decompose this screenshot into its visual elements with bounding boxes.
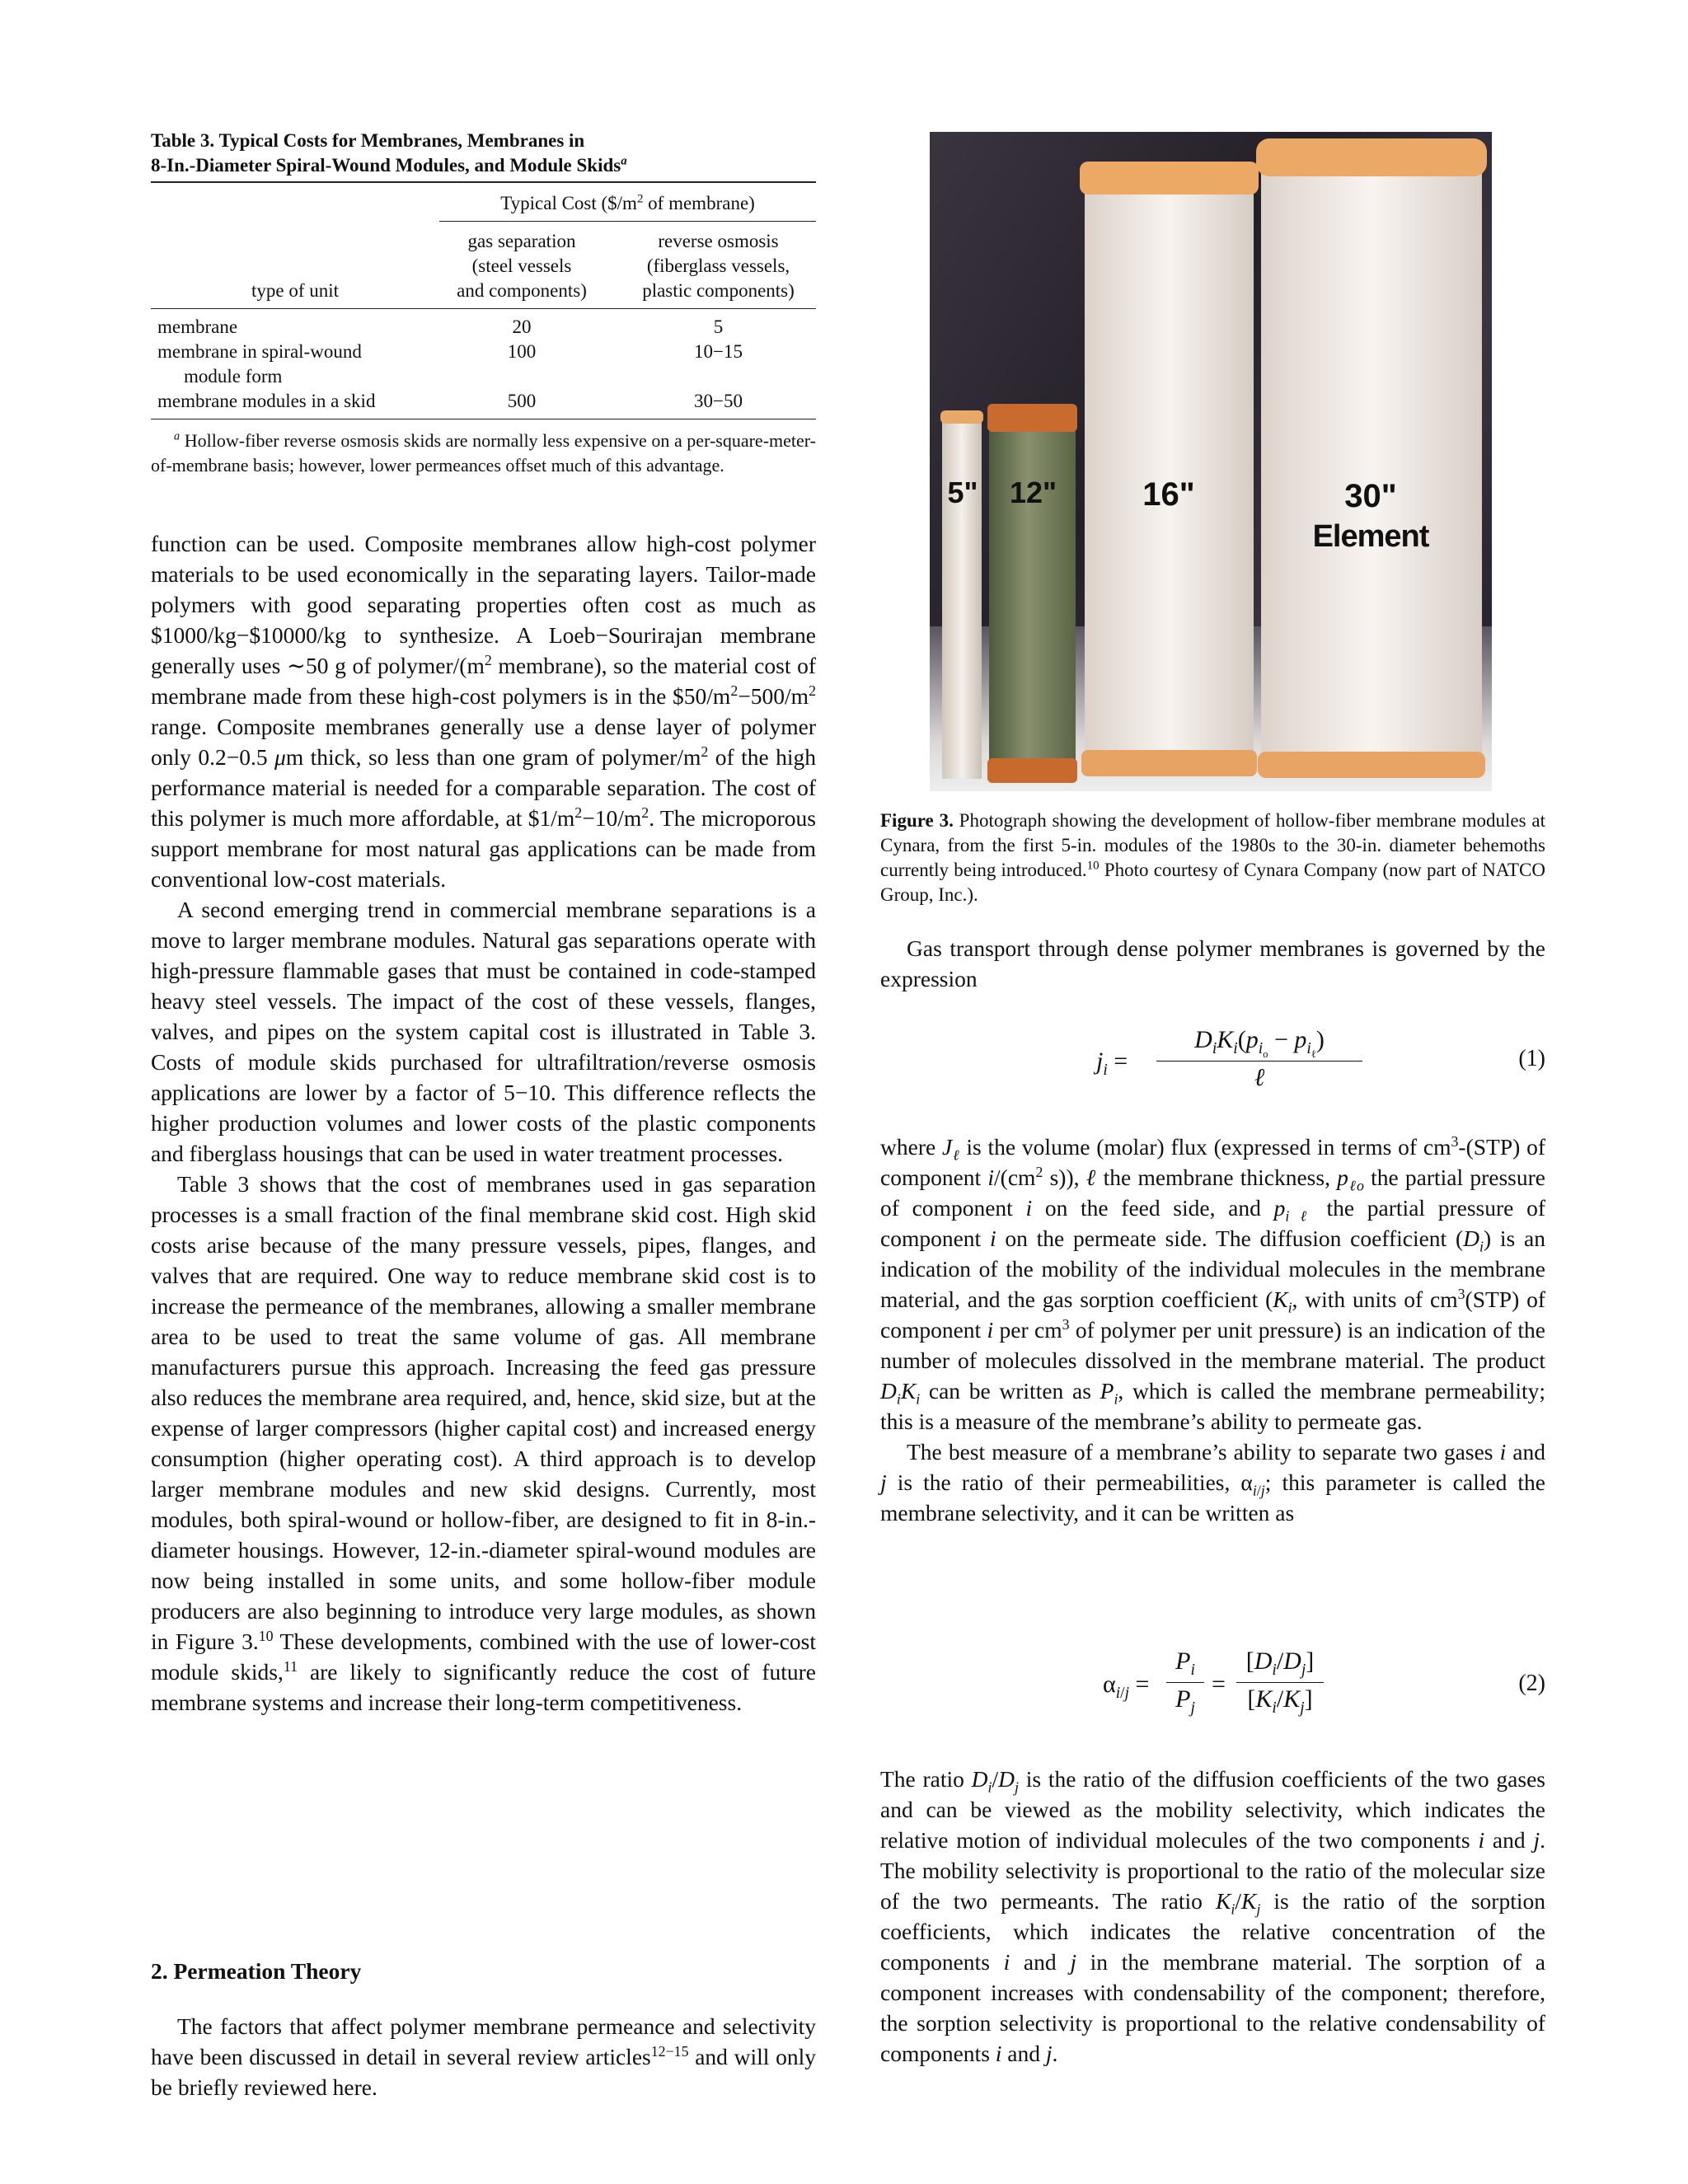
tube-12in-base <box>987 758 1077 783</box>
tube-5in-cap <box>940 410 983 424</box>
eq2-equals: = <box>1212 1671 1226 1698</box>
right-body-text-3 <box>880 1764 1545 2069</box>
eq1-fraction-bar <box>1156 1061 1362 1062</box>
eq2-den2: $[K_i/K_j]$ <box>1247 1685 1313 1717</box>
table-row-type: membrane <box>157 316 238 337</box>
eq2-lhs: $\alpha_{i/j}$ = <box>1103 1671 1150 1702</box>
col-header-ro: reverse osmosis (fiberglass vessels, plastic components) <box>642 231 795 301</box>
table-group-header: Typical Cost ($\$/m^2$ of membrane) <box>500 192 755 213</box>
right-body-text-1 <box>880 933 1545 994</box>
eq1-denominator: ℓ <box>1254 1064 1265 1091</box>
table-row-type: membrane in spiral-wound <box>157 341 362 362</box>
paragraph: The best measure of a membrane’s ability to separate two gases i and j is the ratio of their permeabilities, $\alpha_{i/j}$; this parameter is called the membrane selectivity, and it can be written as <box>880 1439 1545 1526</box>
equation-2 <box>880 1644 1545 1727</box>
eq1-lhs: $j_i$ = <box>1096 1047 1128 1079</box>
eq1-number: (1) <box>1518 1046 1545 1071</box>
eq2-num1: $P_i$ <box>1175 1647 1195 1679</box>
label-30in: 30" <box>1344 478 1397 514</box>
figure-caption: Figure 3. Photograph showing the development of hollow-fiber membrane modules at Cynara, from the first 5-in. modules of the 1980s to the 30-in. diameter behemoths currently being introduced.$^{10}$ Photo courtesy of Cynara Company (now part of NATCO Group, Inc.). <box>880 810 1546 905</box>
equation-1 <box>880 1026 1545 1100</box>
eq2-bar2 <box>1236 1682 1324 1683</box>
paragraph: function can be used. Composite membranes allow high-cost polymer materials to be used economically in the separating layers. Tailor-made polymers with good separating properties often cost as much as $1000/kg−$10000/kg to synthesize. A Loeb−Sourirajan membrane generally uses ∼50 g of polymer/($m^2$ membrane), so the material cost of membrane made from these high-cost polymers is in the $\$50/m^2-500/m^2$ range. Composite membranes generally use a dense layer of polymer only 0.2−0.5 μm thick, so less than one gram of polymer/$m^2$ of the high performance material is needed for a comparable separation. The cost of this polymer is much more affordable, at $\$1/m^2-10/m^2$. The microporous support membrane for most natural gas applications can be made from conventional low-cost materials. <box>151 531 817 892</box>
col-header-gas: gas separation (steel vessels and components) <box>457 231 587 301</box>
paragraph: where $J_\ell$ is the volume (molar) flux (expressed in terms of $cm^3-(STP)$ of component $i/(cm^2$ s)), ℓ the membrane thickness, $p_{\ell o}$ the partial pressure of component i on the feed side, and $p_{i \ell}$ the partial pressure of component i on the permeate side. The diffusion coefficient $(D_i)$ is an indication of the mobility of the individual molecules in the membrane material, and the gas sorption coefficient ($K_i$, with units of $cm^3(STP)$ of component i per $cm^3$ of polymer per unit pressure) is an indication of the number of molecules dissolved in the membrane material. The product $D_iK_i$ can be written as $P_i$, which is called the membrane permeability; this is a measure of the membrane’s ability to permeate gas. <box>880 1132 1545 1434</box>
table-row-type-cont: module form <box>184 366 283 387</box>
label-5in: 5" <box>947 476 978 509</box>
table-row-type: membrane modules in a skid <box>157 391 376 411</box>
tube-30in <box>1261 150 1482 776</box>
paragraph: The factors that affect polymer membrane permeance and selectivity have been discussed in detail in several review articles$^{12-15}$ and will only be briefly reviewed here. <box>151 2013 816 2100</box>
eq2-number: (2) <box>1518 1671 1545 1696</box>
table-row-ro: 10−15 <box>694 341 743 362</box>
tube-16in-base <box>1081 750 1257 776</box>
left-body-text <box>151 528 816 1718</box>
table-row-ro: 30−50 <box>694 391 743 411</box>
left-body-text-2 <box>151 2011 816 2102</box>
table-header-rule <box>151 308 816 309</box>
section-heading: 2. Permeation Theory <box>151 1958 362 1984</box>
tube-30in-base <box>1258 752 1485 778</box>
tube-16in <box>1085 171 1254 773</box>
right-body-text-2 <box>880 1132 1545 1528</box>
tube-12in <box>989 408 1076 780</box>
table-row-gas: 20 <box>512 316 532 337</box>
eq2-bar1 <box>1166 1682 1204 1683</box>
table-group-rule <box>439 221 816 222</box>
figure-3-photo <box>930 132 1492 791</box>
label-12in: 12" <box>1009 476 1057 509</box>
table-top-rule <box>151 181 816 183</box>
col-header-type: type of unit <box>251 280 340 301</box>
paragraph: Table 3 shows that the cost of membranes used in gas separation processes is a small fraction of the final membrane skid cost. High skid costs arise because of the many pressure vessels, pipes, flanges, and valves that are required. One way to reduce membrane skid cost is to increase the permeance of the membranes, allowing a smaller membrane area to be used to treat the same volume of gas. All membrane manufacturers pursue this approach. Increasing the feed gas pressure also reduces the membrane area required, and, hence, skid size, but at the expense of larger compressors (higher capital cost) and increased energy consumption (higher operating cost). A third approach is to develop larger membrane modules and new skid designs. Currently, most modules, both spiral-wound or hollow-fiber, are designed to fit in 8-in.-diameter housings. However, 12-in.-diameter spiral-wound modules are now being installed in some units, and some hollow-fiber module producers are also beginning to introduce very large modules, as shown in Figure 3.10 These developments, combined with the use of lower-cost module skids,$^{11}$ are likely to significantly reduce the cost of future membrane systems and increase their long-term competitiveness. <box>151 1171 817 1715</box>
paragraph: The ratio $D_i/D_j$ is the ratio of the diffusion coefficients of the two gases and can be viewed as the mobility selectivity, which indicates the relative motion of individual molecules of the two components i and j. The mobility selectivity is proportional to the ratio of the molecular size of the two permeants. The ratio $K_i/K_j$ is the ratio of the sorption coefficients, which indicates the relative concentration of the components i and j in the membrane material. The sorption of a component increases with condensability of the component; therefore, the sorption selectivity is proportional to the relative condensability of components i and j. <box>880 1766 1545 2066</box>
eq2-den1: $P_j$ <box>1175 1685 1195 1717</box>
label-element: Element <box>1312 519 1429 554</box>
label-16in: 16" <box>1142 476 1195 513</box>
tube-5in <box>942 416 982 779</box>
table-row-gas: 500 <box>507 391 537 411</box>
table-row-gas: 100 <box>507 341 537 362</box>
table-footnote: $^a$ Hollow-fiber reverse osmosis skids are normally less expensive on a per-square-meter-of-membrane basis; however, lower permeances offset much of this advantage. <box>151 429 816 476</box>
table-title: Table 3. Typical Costs for Membranes, Membranes in 8-In.-Diameter Spiral-Wound Modules, and Module Skids$^a$ <box>151 130 627 176</box>
tube-30in-cap <box>1256 138 1487 176</box>
paragraph: A second emerging trend in commercial membrane separations is a move to larger membrane modules. Natural gas separations operate with high-pressure flammable gases that must be contained in code-stamped heavy steel vessels. The impact of the cost of these vessels, flanges, valves, and pipes on the system capital cost is illustrated in Table 3. Costs of module skids purchased for ultrafiltration/reverse osmosis applications are lower by a factor of 5−10. This difference reflects the higher production volumes and lower costs of the plastic components and fiberglass housings that can be used in water treatment processes. <box>151 897 816 1166</box>
tube-16in-cap <box>1080 162 1259 194</box>
paragraph: Gas transport through dense polymer membranes is governed by the expression <box>880 935 1545 991</box>
eq1-numerator: $D_iK_i(p_{i_o} - p_{i_\ell})$ <box>1194 1026 1325 1060</box>
tube-12in-cap <box>987 404 1077 432</box>
table-row-ro: 5 <box>713 316 724 337</box>
eq2-num2: $[D_i/D_j]$ <box>1245 1647 1315 1679</box>
